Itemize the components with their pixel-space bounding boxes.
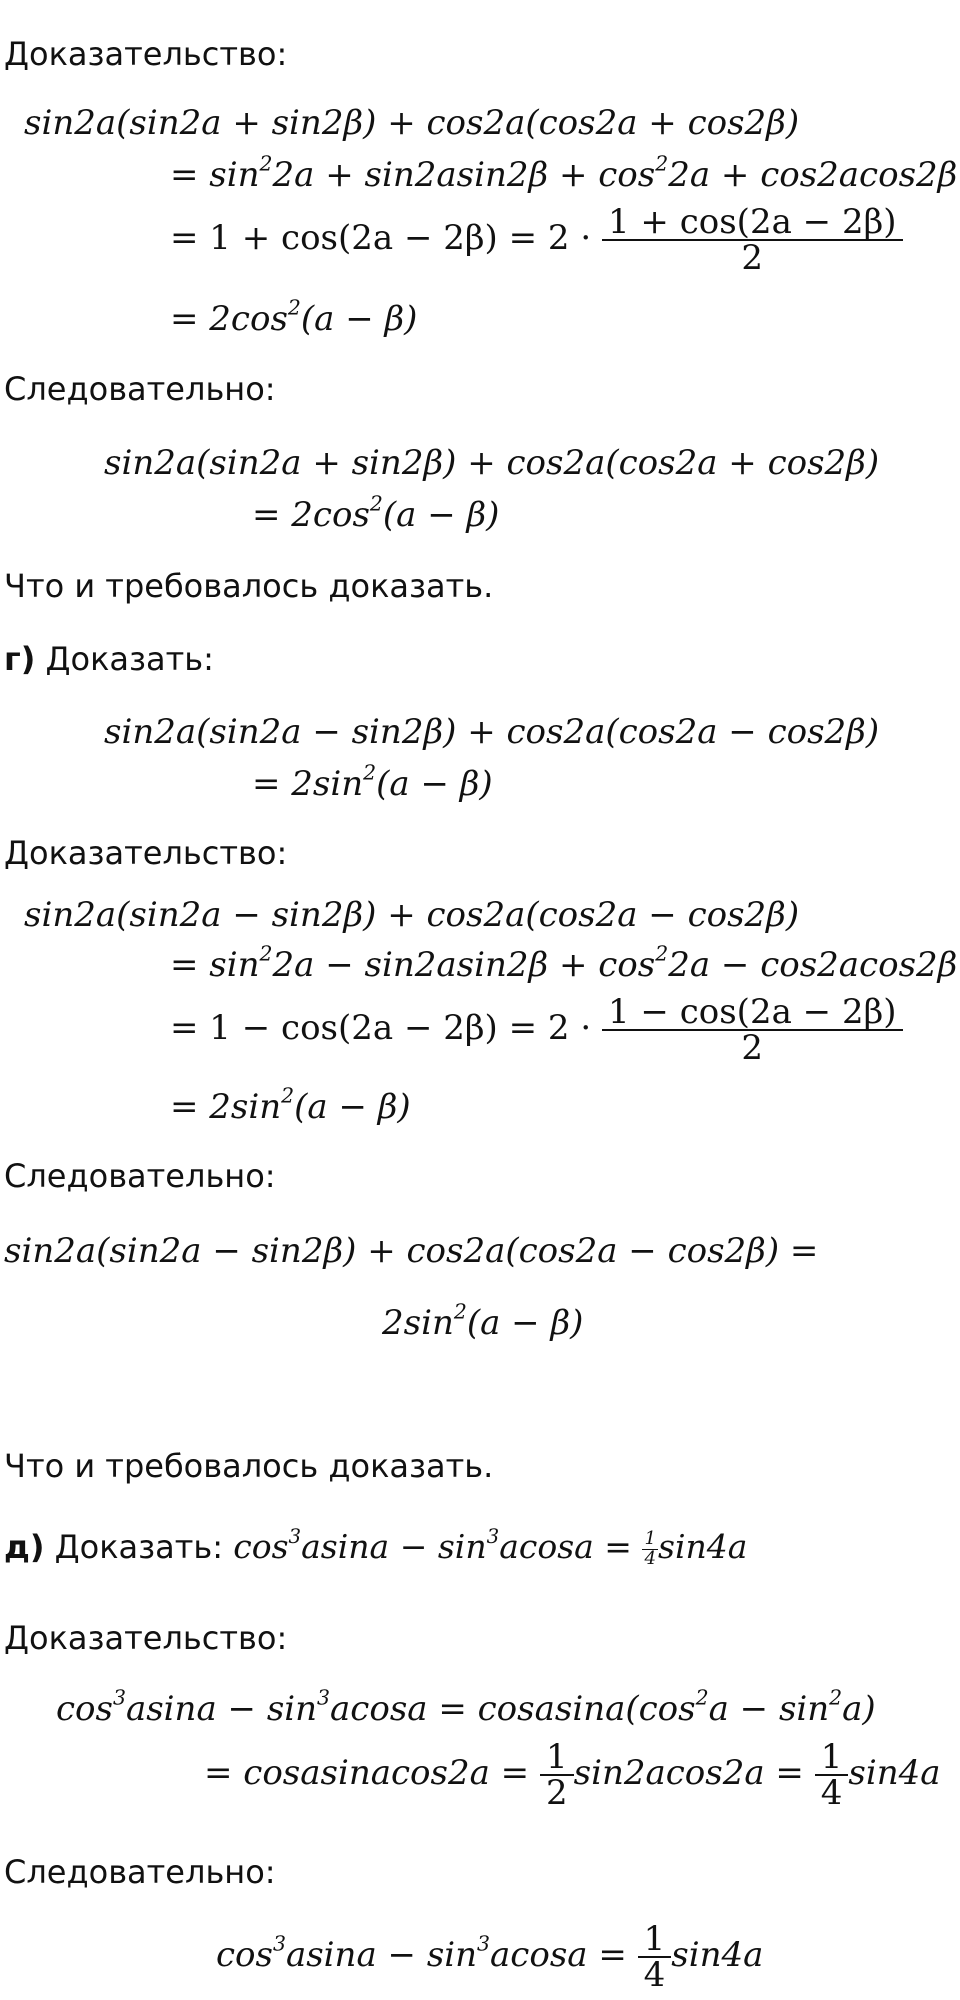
equation-line: = $2\sin^2(a - \beta)$ — [252, 760, 493, 804]
qed-text: Что и требовалось доказать. — [4, 567, 494, 605]
fraction: $\frac{1}{2}$ — [540, 1740, 574, 1810]
therefore-heading: Следовательно: — [4, 1853, 276, 1891]
therefore-heading: Следовательно: — [4, 1157, 276, 1195]
proof-heading: Доказательство: — [4, 834, 288, 872]
equation-line: = cosasinacos2a = $\frac{1}{2}$ sin2acos2a = $\frac{1}{4}$ sin4a — [204, 1737, 941, 1813]
equation-line: = $2\cos^2(a - \beta)$ — [170, 295, 418, 339]
equation-line: $2\sin^2(a - \beta)$ — [382, 1299, 584, 1343]
section-label: г) — [4, 640, 36, 678]
equation-line: = 1 − cos(2a − 2β) = 2 · $\frac{1 - \cos(2a - 2\beta)}{2}$ — [170, 995, 903, 1065]
equation-line: sin2a(sin2a + sin2β) + cos2a(cos2a + cos2β) — [104, 443, 880, 483]
equation-line: = $2\sin^2(a - \beta)$ — [170, 1083, 411, 1127]
therefore-heading: Следовательно: — [4, 370, 276, 408]
statement-formula: $\cos^3asina - \sin^3acosa$ = $\frac{1}{4}$ sin4a — [233, 1525, 748, 1569]
proof-heading: Доказательство: — [4, 1619, 288, 1657]
section-g-heading: г) Доказать: — [4, 640, 214, 678]
equation-line: sin2a(sin2a − sin2β) + cos2a(cos2a − cos2β) = — [4, 1231, 819, 1271]
equation-line: $\cos^3asina - \sin^3acosa$ = $\frac{1}{4}$ sin4a — [216, 1919, 764, 1995]
fraction: $\frac{1}{4}$ — [644, 1528, 657, 1569]
equation-line: $\cos^3asina - \sin^3acosa$ = $cosasina(\cos^2a - \sin^2a)$ — [56, 1685, 876, 1729]
qed-text: Что и требовалось доказать. — [4, 1447, 494, 1485]
fraction: $\frac{1 - \cos(2a - 2\beta)}{2}$ — [602, 995, 903, 1065]
equation-line: = $\sin^22a - \sin 2asin2\beta + \cos^22a - \cos 2acos2\beta$ — [170, 941, 958, 985]
proof-heading: Доказательство: — [4, 35, 288, 73]
equation-line: = $2\cos^2(a - \beta)$ — [252, 491, 500, 535]
section-d-heading: д) Доказать: $\cos^3asina - \sin^3acosa$ = $\frac{1}{4}$ sin4a — [4, 1525, 748, 1569]
section-label: д) — [4, 1528, 45, 1566]
equation-line: sin2a(sin2a + sin2β) + cos2a(cos2a + cos2β) — [24, 103, 800, 143]
equation-line: = 1 + cos(2a − 2β) = 2 · $\frac{1 + \cos(2a - 2\beta)}{2}$ — [170, 205, 903, 275]
fraction: $\frac{1}{4}$ — [815, 1740, 849, 1810]
equation-line: sin2a(sin2a − sin2β) + cos2a(cos2a − cos2β) — [24, 895, 800, 935]
equation-line: sin2a(sin2a − sin2β) + cos2a(cos2a − cos2β) — [104, 712, 880, 752]
equation-line: = $\sin^22a + \sin 2asin2\beta + \cos^22a + \cos 2acos2\beta$ — [170, 151, 958, 195]
fraction: $\frac{1}{4}$ — [638, 1922, 672, 1992]
fraction: $\frac{1 + \cos(2a - 2\beta)}{2}$ — [602, 205, 903, 275]
